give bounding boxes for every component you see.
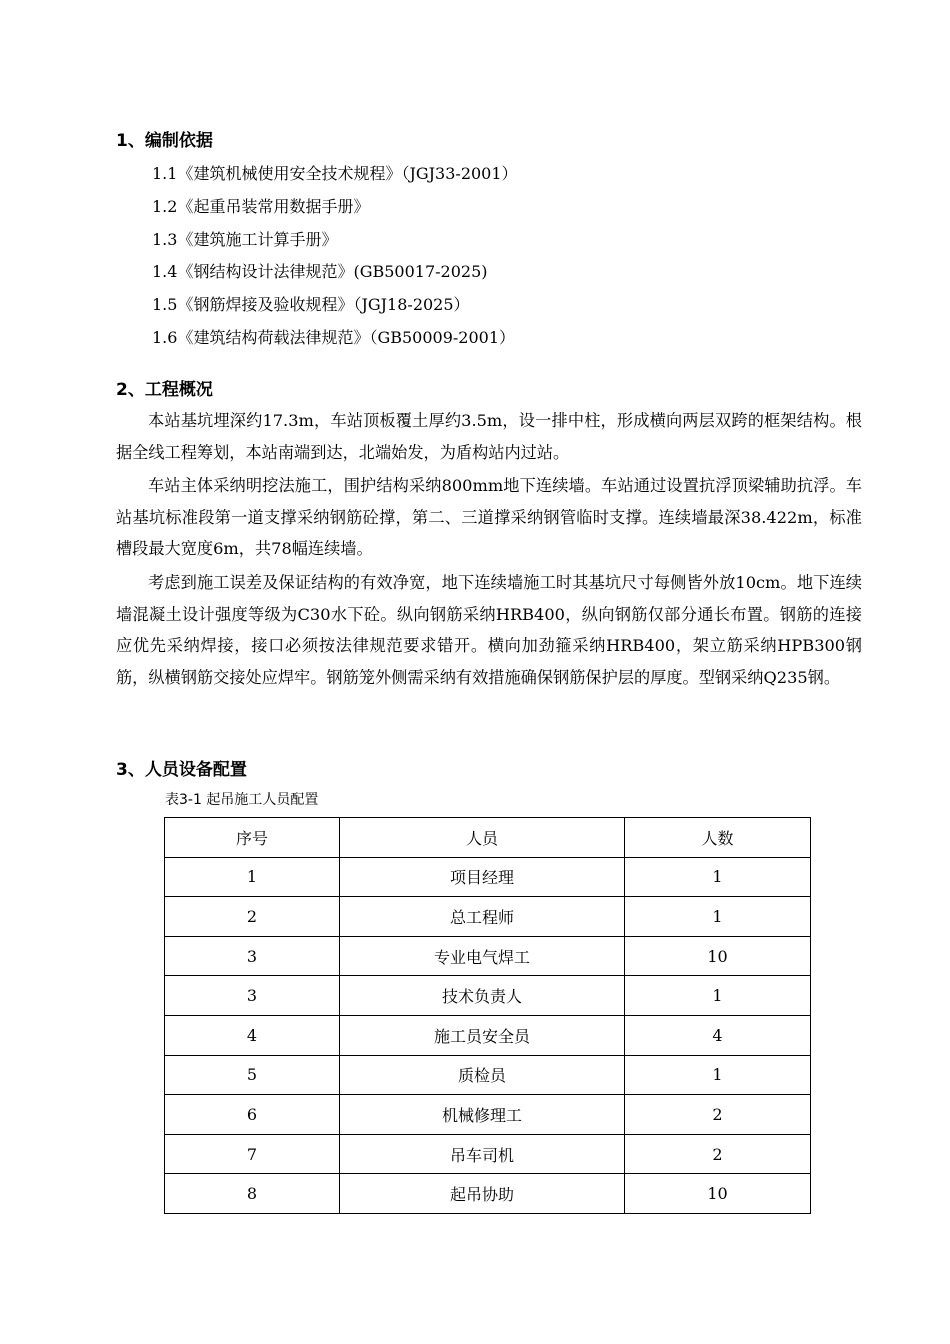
cell-count: 2 [625,1134,811,1174]
cell-seq: 7 [165,1134,340,1174]
table-row [165,1015,811,1055]
overview-paragraph: 车站主体采纳明挖法施工，围护结构采纳800mm地下连续墙。车站通过设置抗浮顶梁辅助抗浮。车站基坑标准段第一道支撑采纳钢筋砼撑，第二、三道撑采纳钢管临时支撑。连续墙最深38.422m，标准槽段最大宽度6m，共78幅连续墙。 [116,476,862,559]
cell-count: 1 [625,857,811,897]
cell-personnel: 项目经理 [340,857,625,897]
table-row [165,1134,811,1174]
table-row [165,857,811,897]
cell-seq: 8 [165,1174,340,1214]
section3-heading: 3、人员设备配置 [116,760,247,780]
table-row [165,1174,811,1214]
cell-count: 1 [625,897,811,937]
reference-item: 1.5《钢筋焊接及验收规程》（JGJ18-2025） [152,295,470,314]
table-row [165,1055,811,1095]
reference-item: 1.4《钢结构设计法律规范》(GB50017-2025) [152,262,488,281]
reference-item: 1.3《建筑施工计算手册》 [152,230,338,249]
header-cell-seq: 序号 [165,818,340,858]
cell-personnel: 质检员 [340,1055,625,1095]
cell-seq: 6 [165,1095,340,1135]
section1-heading: 1、编制依据 [116,131,213,151]
header-cell-count: 人数 [625,818,811,858]
reference-item: 1.1《建筑机械使用安全技术规程》（JGJ33-2001） [152,164,518,183]
cell-seq: 3 [165,976,340,1016]
reference-item: 1.6《建筑结构荷载法律规范》（GB50009-2001） [152,328,516,347]
overview-paragraph: 考虑到施工误差及保证结构的有效净宽，地下连续墙施工时其基坑尺寸每侧皆外放10cm。地下连续墙混凝土设计强度等级为C30水下砼。纵向钢筋采纳HRB400，纵向钢筋仅部分通长布置。钢筋的连接应优先采纳焊接，接口必须按法律规范要求错开。横向加劲箍采纳HRB400，架立筋采纳HPB300钢筋，纵横钢筋交接处应焊牢。钢筋笼外侧需采纳有效措施确保钢筋保护层的厚度。型钢采纳Q235钢。 [116,573,862,688]
cell-personnel: 起吊协助 [340,1174,625,1214]
cell-count: 10 [625,936,811,976]
cell-seq: 3 [165,936,340,976]
cell-personnel: 机械修理工 [340,1095,625,1135]
personnel-table [164,817,811,1214]
cell-seq: 2 [165,897,340,937]
section2-heading: 2、工程概况 [116,380,213,400]
table-header-row [165,818,811,858]
cell-personnel: 专业电气焊工 [340,936,625,976]
table-row [165,976,811,1016]
cell-personnel: 技术负责人 [340,976,625,1016]
table-row [165,1095,811,1135]
table-caption: 表3-1 起吊施工人员配置 [165,792,319,808]
reference-item: 1.2《起重吊装常用数据手册》 [152,197,370,216]
cell-count: 1 [625,976,811,1016]
cell-count: 4 [625,1015,811,1055]
cell-personnel: 总工程师 [340,897,625,937]
header-cell-personnel: 人员 [340,818,625,858]
table-row [165,897,811,937]
cell-seq: 5 [165,1055,340,1095]
cell-personnel: 吊车司机 [340,1134,625,1174]
cell-personnel: 施工员安全员 [340,1015,625,1055]
overview-paragraph: 本站基坑埋深约17.3m，车站顶板覆土厚约3.5m，设一排中柱，形成横向两层双跨的框架结构。根据全线工程筹划，本站南端到达，北端始发，为盾构站内过站。 [116,411,862,462]
cell-count: 1 [625,1055,811,1095]
cell-count: 2 [625,1095,811,1135]
cell-seq: 4 [165,1015,340,1055]
table-row [165,936,811,976]
cell-count: 10 [625,1174,811,1214]
cell-seq: 1 [165,857,340,897]
